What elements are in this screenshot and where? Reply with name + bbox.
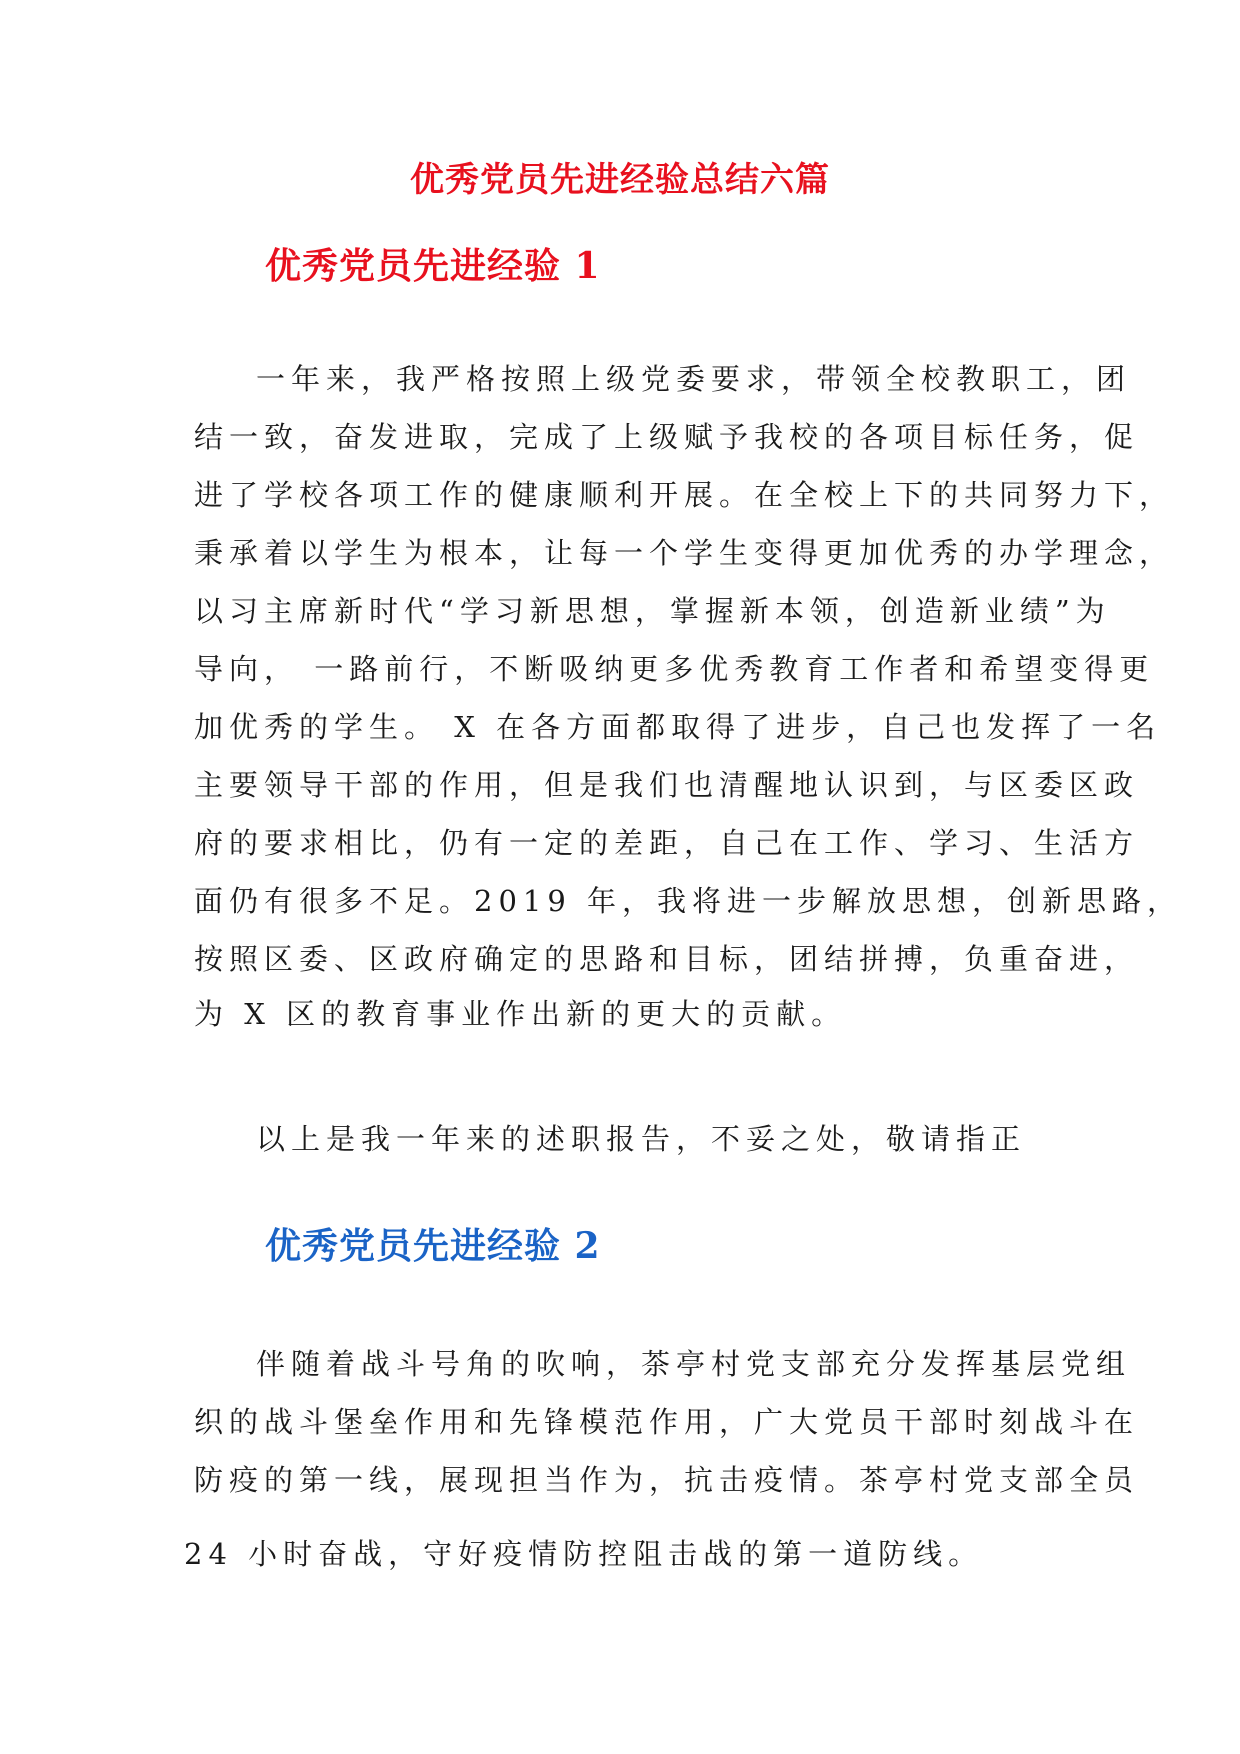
section-heading-2: 优秀党员先进经验 2: [265, 1225, 601, 1267]
paragraph-line: 秉承着以学生为根本，让每一个学生变得更加优秀的办学理念，: [194, 536, 1175, 570]
paragraph-line: 进了学校各项工作的健康顺利开展。在全校上下的共同努力下，: [194, 478, 1175, 512]
paragraph-line: 导向， 一路前行，不断吸纳更多优秀教育工作者和希望变得更: [194, 652, 1155, 686]
section-2-paragraph-last-line: 24 小时奋战，守好疫情防控阻击战的第一道防线。: [184, 1537, 984, 1571]
paragraph-line: 按照区委、区政府确定的思路和目标，团结拼搏，负重奋进，: [194, 942, 1140, 976]
section-heading-1: 优秀党员先进经验 1: [265, 245, 601, 287]
paragraph-line: 以习主席新时代“学习新思想，掌握新本领，创造新业绩”为: [194, 594, 1111, 628]
paragraph-line: 面仍有很多不足。2019 年，我将进一步解放思想，创新思路，: [194, 884, 1183, 918]
paragraph-line: 一年来，我严格按照上级党委要求，带领全校教职工，团: [256, 362, 1132, 396]
document-title: 优秀党员先进经验总结六篇: [410, 160, 830, 200]
paragraph-line: 府的要求相比，仍有一定的差距，自己在工作、学习、生活方: [194, 826, 1140, 860]
section-2-paragraph: [194, 1335, 1140, 1509]
paragraph-line: 主要领导干部的作用，但是我们也清醒地认识到，与区委区政: [194, 768, 1140, 802]
paragraph-line: 织的战斗堡垒作用和先锋模范作用，广大党员干部时刻战斗在: [194, 1405, 1140, 1439]
closing-remark: 以上是我一年来的述职报告，不妥之处，敬请指正: [256, 1122, 1027, 1156]
section-1-paragraph-last-line: 为 X 区的教育事业作出新的更大的贡献。: [194, 997, 847, 1031]
paragraph-line: 加优秀的学生。 X 在各方面都取得了进步，自己也发挥了一名: [194, 710, 1162, 744]
section-1-paragraph: [194, 350, 1183, 988]
paragraph-line: 防疫的第一线，展现担当作为，抗击疫情。茶亭村党支部全员: [194, 1463, 1140, 1497]
paragraph-line: 结一致，奋发进取，完成了上级赋予我校的各项目标任务，促: [194, 420, 1140, 454]
paragraph-line: 伴随着战斗号角的吹响，茶亭村党支部充分发挥基层党组: [256, 1347, 1132, 1381]
